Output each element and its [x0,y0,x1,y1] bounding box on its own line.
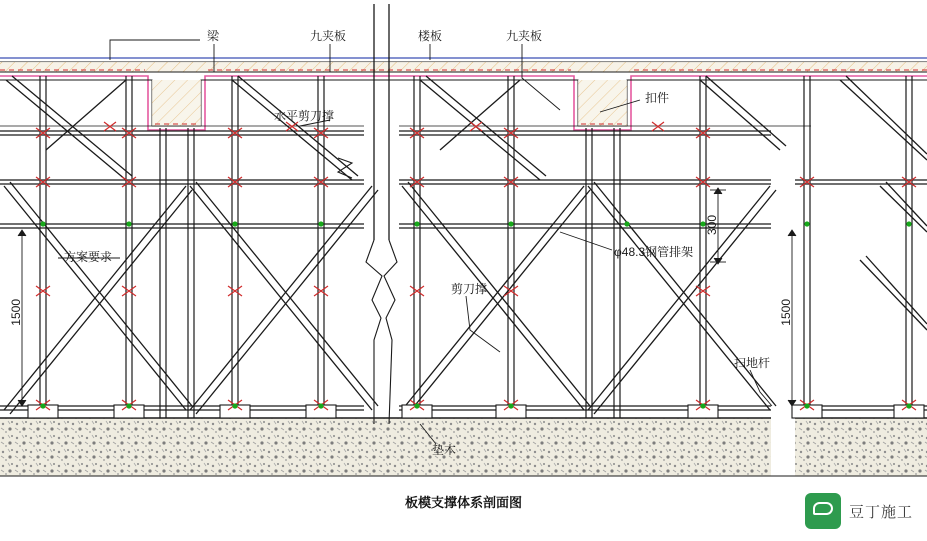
annotation-scheme-request: 方案要求 [64,250,113,264]
slab-formwork-assembly [0,58,927,130]
dimension-left-1500: 1500 [9,299,23,326]
annotation-plywood-right: 九夹板 [506,29,543,43]
base-plates [28,405,924,418]
annotation-floor-slab: 楼板 [418,29,443,43]
annotation-beam: 梁 [207,29,220,43]
scissor-braces [4,76,927,414]
watermark-label: 豆丁施工 [848,503,913,521]
annotation-sweeping-rod: 扫地杆 [734,356,771,370]
annotation-scissor-brace: 剪刀撑 [451,282,488,296]
wechat-logo-icon [805,493,841,529]
watermark [805,493,913,529]
annotation-coupler: 扣件 [645,91,670,105]
annotation-plywood-left: 九夹板 [310,29,347,43]
dimension-right-1500: 1500 [779,299,793,326]
horizontal-ledgers [0,131,927,410]
ground-layer [0,418,927,476]
annotation-pad-wood: 垫木 [432,443,457,457]
figure-caption: 板模支撑体系剖面图 [404,495,522,510]
annotation-horizontal-brace: 水平剪刀撑 [274,109,335,123]
dimension-300: 300 [705,215,719,236]
annotation-steel-pipe: φ48.3钢管排架 [614,245,694,259]
